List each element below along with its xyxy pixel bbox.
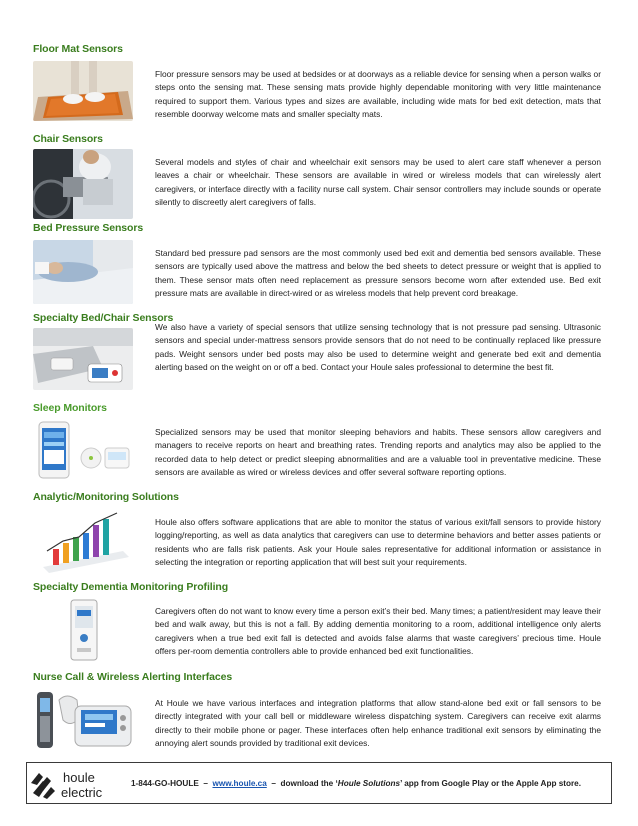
nurse-call-description: At Houle we have various interfaces and integration platforms that allow stand-alone bed exit or fall sensors to be directly integrated with your call bell or middleware wireless dispatching system. Caregivers can receive exit alarms directly to their mobile phone or pager. These interfaces often help enhance traditional exit sensors by eliminating the annoying alert sounds provided by traditional exit devices.	[155, 698, 601, 748]
footer-download-prefix: download the ‘	[280, 779, 338, 788]
logo-text-electric: electric	[61, 785, 103, 800]
analytic-chart-image	[33, 507, 133, 573]
footer-separator-1: –	[203, 779, 208, 788]
section-title-sleep-monitors: Sleep Monitors	[33, 402, 107, 414]
floor-mat-image	[33, 61, 133, 121]
section-title-floor-mat: Floor Mat Sensors	[33, 43, 123, 55]
section-title-dementia: Specialty Dementia Monitoring Profiling	[33, 581, 229, 593]
specialty-sensor-image	[33, 328, 133, 390]
section-title-specialty-bed-chair: Specialty Bed/Chair Sensors	[33, 312, 174, 324]
dementia-description: Caregivers often do not want to know every time a person exit’s their bed. Many times; a patient/resident may leave their bed and walk away, but this is not a fall. By adding dementia monitoring to a room, additional intelligence only alerts caregivers when a true bed exit fall is detected and avoids false alarms that waste caregivers’ precious time. Houle offers per-room dementia controllers able to provide enhanced bed exit functionalities.	[155, 606, 601, 656]
chair-sensor-description: Several models and styles of chair and wheelchair exit sensors may be used to alert care staff whenever a person leaves a chair or wheelchair. These sensors are available in wired or wireless models that can wirelessly alert caregivers, or interface directly with a facility nurse call system. Chair sensor controllers may include sounds or operate silently to discreetly alert caregivers of falls.	[155, 157, 601, 207]
footer-app-name: Houle Solutions	[337, 779, 401, 788]
dementia-controller-image	[33, 598, 133, 662]
houle-electric-logo	[29, 767, 119, 801]
bed-pressure-description: Standard bed pressure pad sensors are the most commonly used bed exit and dementia bed sensors available. These sensors are typically used above the mattress and below the bed sheets to detect pressure or weight that is applied to them. These sensor mats often need replacement as pressure sensors become worn after extended use. Bed exit pressure mats are available in direct-wired or as wireless models that help prevent cord breakage.	[155, 248, 601, 298]
sleep-monitor-description: Specialized sensors may be used that monitor sleeping behaviors and habits. These sensors allow caregivers and managers to receive reports on heart and breathing rates. Trending reports and analytics may also be applied to the recorded data to help detect or predict sleeping abnormalities and are a valuable tool in preventative medicine. These sensors are available as wired or wireless devices and offer several software reporting options.	[155, 427, 601, 477]
specialty-sensor-description: We also have a variety of special sensors that utilize sensing technology that is not pressure pad sensing. Ultrasonic sensors and special under-mattress sensors provide sensors that do not need to be continually replaced like pressure pads. Weight sensors under bed posts may also be used to determine weight and generate bed exit and dementia alerting based on the weight on or off a bed. Contact your Houle sales professional to determine the best fit.	[155, 322, 601, 372]
footer-banner	[26, 762, 612, 804]
logo-text-houle: houle	[63, 770, 95, 785]
bed-pressure-image	[33, 240, 133, 304]
floor-mat-description: Floor pressure sensors may be used at bedsides or at doorways as a reliable device for sensing when a person walks or steps onto the sensing mat. These sensing mats provide highly dependable monitoring with very little maintenance required to support them. Various types and sizes are available, including wide mats for bed exit detection, mats that resemble doorway welcome mats and smaller specialty mats.	[155, 69, 601, 119]
section-title-analytic: Analytic/Monitoring Solutions	[33, 491, 179, 503]
footer-contact-line	[131, 779, 581, 788]
footer-website-link[interactable]: www.houle.ca	[212, 779, 267, 788]
section-title-bed-pressure: Bed Pressure Sensors	[33, 222, 144, 234]
footer-phone: 1-844-GO-HOULE	[131, 779, 199, 788]
chair-sensor-image	[33, 149, 133, 219]
footer-separator-2: –	[271, 779, 276, 788]
footer-download-suffix: ’ app from Google Play or the Apple App store.	[400, 779, 582, 788]
sleep-monitor-image	[33, 418, 133, 484]
analytic-description: Houle also offers software applications that are able to monitor the status of various exit/fall sensors to provide history logging/reporting, as well as data analytics that caregivers can use to determine behaviors and better asses patients or residents who are falls risk patients. Ask your Houle sales representative for additional information or assistance in selecting the integration or reporting application that will best suit your requirements.	[155, 517, 601, 567]
section-title-nurse-call: Nurse Call & Wireless Alerting Interfaces	[33, 671, 233, 683]
nurse-call-image	[33, 688, 133, 754]
section-title-chair: Chair Sensors	[33, 133, 103, 145]
